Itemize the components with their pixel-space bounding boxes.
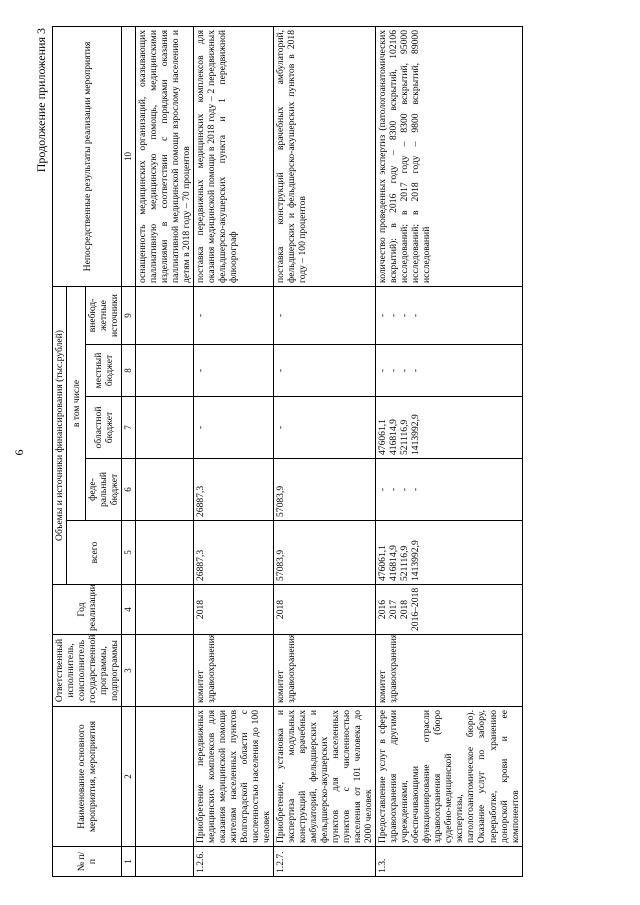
year-cell: 2016 2017 2018 2016–2018 (376, 585, 522, 635)
local-cell: - (273, 345, 375, 397)
year-cell: 2018 (193, 585, 273, 635)
row-number: 1.2.6. (193, 847, 273, 877)
regional-cell: - (193, 397, 273, 459)
local-cell: - - - - (376, 345, 522, 397)
header-regional: областной бюджет (86, 397, 122, 459)
header-total: всего (67, 521, 122, 585)
result-cell: поставка конструкций врачебных амбулаторий, фельдшерских и фельдшерско-акушерских пунктов в 2018 году – 100 процентов (273, 26, 375, 286)
row-number: 1.3. (376, 847, 522, 877)
column-number-row (122, 26, 135, 876)
financing-table (52, 26, 523, 877)
executor-cell: комитет здравоохранения (193, 635, 273, 707)
table-row (376, 26, 522, 876)
header-executor: Ответственный исполнитель, соисполнитель государственной программы, подпрограммы (53, 635, 122, 707)
column-number: 7 (122, 397, 135, 459)
measure-name: Приобретение передвижных медицинских комплексов для оказания медицинской помощи жителям населенных пунктов Волгоградской области с численностью населения до 100 человек (193, 707, 273, 847)
regional-cell: - (273, 397, 375, 459)
header-funding: Объемы и источники финансирования (тыс.рублей) (53, 286, 67, 584)
column-number: 6 (122, 459, 135, 521)
column-number: 1 (122, 847, 135, 877)
header-extra: внебюд-жетные источники (86, 286, 122, 344)
federal-cell: - - - - (376, 459, 522, 521)
total-cell: 476061,1 416814,9 521116,9 1413992,9 (376, 521, 522, 585)
continuation-label: Продолжение приложения 3 (34, 28, 48, 173)
header-including: в том числе (67, 286, 86, 520)
year-cell: 2018 (273, 585, 375, 635)
table-row (273, 26, 375, 876)
table-row-continuation (135, 26, 193, 876)
row-number: 1.2.7. (273, 847, 375, 877)
local-cell: - (193, 345, 273, 397)
header-federal: феде-ральный бюджет (86, 459, 122, 521)
result-cell: поставка передвижных медицинских комплексов для оказания медицинской помощи в 2018 году – 2 передвижных фельдшерско-акушерских пункта и 1 передвижной флюорограф (193, 26, 273, 286)
extra-cell: - - - - (376, 286, 522, 344)
page-number: 6 (12, 449, 26, 456)
column-number: 3 (122, 635, 135, 707)
header-name: Наименование основного мероприятия, мероприятия (53, 707, 122, 847)
total-cell: 26887,3 (193, 521, 273, 585)
total-cell: 57083,9 (273, 521, 375, 585)
result-cell: количество проведенных экспертиз (патологоанатомических вскрытий): в 2016 году – 8300 вскрытий, 102106 исследований; в 2017 году – 8300 вскрытий, 95000 исследований; в 2018 году – 9800 вскрытий, 89000 исследований (376, 26, 522, 286)
executor-cell: комитет здравоохранения (376, 635, 522, 707)
column-number: 10 (122, 26, 135, 286)
header-result: Непосредственные результаты реализации мероприятия (53, 26, 122, 286)
extra-cell: - (273, 286, 375, 344)
federal-cell: 57083,9 (273, 459, 375, 521)
header-row-1 (53, 26, 67, 876)
column-number: 2 (122, 707, 135, 847)
result-cell: оснащенность медицинских организаций, оказывающих паллиативную медицинскую помощь, медицинскими изделиями в соответствии с порядками оказания паллиативной медицинской помощи взрослому населению и детям в 2018 году – 70 процентов (135, 26, 193, 286)
table-row (193, 26, 273, 876)
header-year: Год реализации (53, 585, 122, 635)
federal-cell: 26887,3 (193, 459, 273, 521)
regional-cell: 476061,1 416814,9 521116,9 1413992,9 (376, 397, 522, 459)
column-number: 5 (122, 521, 135, 585)
column-number: 9 (122, 286, 135, 344)
measure-name: Предоставление услуг в сфере здравоохранения другими учреждениями, обеспечивающими функционирование отрасли здравоохранения (бюро судебно-медицинской экспертизы, патологоанатомическое бюро). Оказание услуг по забору, переработке, хранению донорской крови и ее компонентов (376, 707, 522, 847)
column-number: 8 (122, 345, 135, 397)
extra-cell: - (193, 286, 273, 344)
header-local: местный бюджет (86, 345, 122, 397)
header-num: № п/п (53, 847, 122, 877)
executor-cell: комитет здравоохранения (273, 635, 375, 707)
measure-name: Приобретение, установка и экспертиза модульных конструкций врачебных амбулаторий, фельдшерских и фельдшерско-акушерских пунктов для населенных пунктов с численностью населения от 101 человека до 2000 человек (273, 707, 375, 847)
column-number: 4 (122, 585, 135, 635)
